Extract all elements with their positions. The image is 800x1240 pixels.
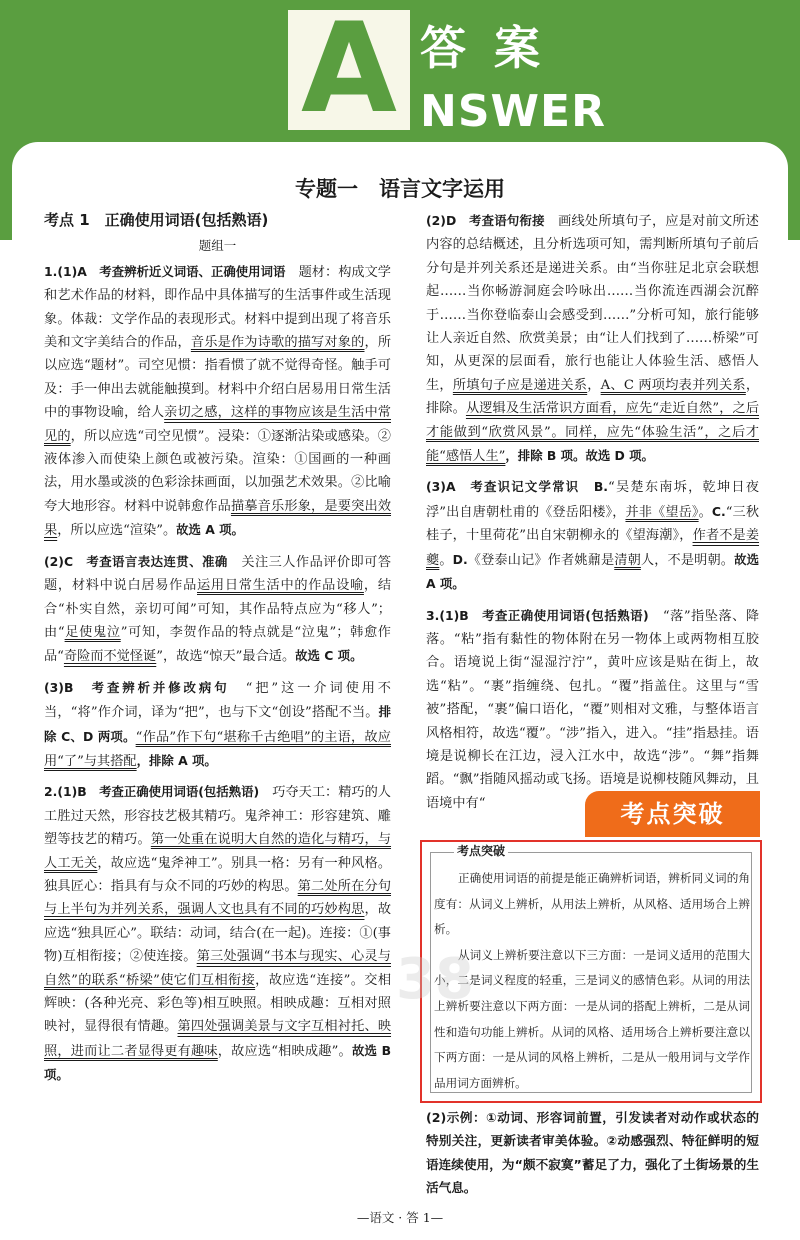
- answer-head: 2.(1)B 考查正确使用词语(包括熟语): [44, 784, 260, 800]
- answer-text: ，排除。: [426, 377, 760, 417]
- answer-text: ，所以应选“司空见惯”。浸染：①逐渐沾染或感染。②液体渗入而使染上颜色或被污染。渲染：①国画的一种画法，用水墨或淡的色彩涂抹画面，以加强艺术效果。②比喻夸大地形容。材料中说韩愈作品: [44, 428, 391, 514]
- answer-q2-1: [44, 780, 391, 1087]
- answer-conclusion: 故选 A 项。: [176, 522, 244, 538]
- answer-text: ，结合“朴实自然，亲切可闻”可知，其作品特点应为“移人”；由“: [44, 578, 392, 640]
- answer-conclusion: ，排除 A 项。: [136, 752, 217, 768]
- answer-conclusion: ，排除 B 项。故选 D 项。: [505, 448, 654, 464]
- answer-text: 《登泰山记》作者姚鼐是: [467, 552, 615, 568]
- answer-letter: A: [301, 0, 397, 141]
- underlined-text: 清朝: [614, 552, 641, 568]
- answer-head: (2)C 考查语言表达连贯、准确: [44, 553, 228, 569]
- answer-text: 巧夺天工：精巧的人工胜过天然，形容技艺极其精巧。鬼斧神工：形容建筑、雕塑等技艺的精巧。: [44, 785, 391, 848]
- answer-q2-2: [426, 209, 759, 468]
- underlined-text: 作者不是姜夔: [426, 528, 760, 568]
- right-column: [426, 209, 760, 811]
- answer-english-title: NSWER: [420, 86, 606, 137]
- answer-text: 关注三人作品评价即可答题，材料中说白居易作品: [44, 554, 392, 594]
- answer-text: [579, 480, 593, 495]
- answer-conclusion: 故选 A 项。: [426, 551, 760, 592]
- underlined-text: 并非《望岳》: [625, 504, 699, 520]
- answer-head: (3)B 考查辨析并修改病句: [44, 679, 230, 695]
- knowledge-paragraph-1: 正确使用词语的前提是能正确辨析词语，辨析同义词的角度有：从词义上辨析，从用法上辨析，从风格、适用场合上辨析。: [434, 871, 750, 937]
- answer-q1-1: [44, 260, 391, 543]
- answer-chinese-title: 答案: [420, 21, 568, 75]
- answer-text: ，故应选“连接”。交相辉映：(各种光亮、彩色等)相互映照。相映成趣：互相对照映衬，显得很有情趣。: [44, 972, 392, 1035]
- answer-text: “把”这一介词使用不当，“将”作介词，译为“把”，也与下文“创设”搭配不当。: [44, 680, 391, 721]
- answer-conclusion: 故选 C 项。: [295, 648, 363, 664]
- knowledge-box-label: 考点突破: [454, 842, 508, 860]
- kaodian-tupo-badge: 考点突破: [585, 791, 760, 837]
- option-letter: C.: [711, 503, 726, 519]
- page-footer: —语文 · 答 1—: [356, 1210, 444, 1225]
- answer-head: (2)D 考查语句衔接: [426, 213, 545, 228]
- answer-text: “吴楚东南坼，乾坤日夜浮”出自唐朝杜甫的《登岳阳楼》，: [426, 480, 759, 520]
- underlined-text: 第三处强调“书本与现实、心灵与自然”的联系“桥梁”使它们互相衔接: [44, 949, 391, 988]
- answer-text: “落”指坠落、降落。“粘”指有黏性的物体附在另一物体上或两物相互胶合。语境说上街“湿湿泞泞”，黄叶应该是贴在街上，故选“粘”。“裹”指缠绕、包扎。“覆”指盖住。这里与“雪被”搭配，“裹”偏口语化，“覆”则相对文雅，与整体语言风格相符，故选“覆”。“涉”指入，进入。“挂”指悬挂。语境是说柳长在江边，浸入江水中，故选“涉”。“舞”指舞蹈。“飘”指随风摇动或飞扬。语境是说柳枝随风舞动，且语境中有“: [426, 608, 760, 811]
- answer-text: ，故应选“鬼斧神工”。别具一格：另有一种风格。独具匠心：指具有与众不同的巧妙的构思。: [44, 855, 392, 894]
- answer-text: 画线处所填句子，应是对前文所述内容的总结概述，且分析选项可知，需判断所填句子前后分句是并列关系还是递进关系。由“当你驻足北京会联想起……当你畅游洞庭会吟咏出……当你流连西湖会沉醉于……当你登临泰山会感受到……”分析可知，旅行能够让人亲近自然、欣赏美景；由“让人们找到了……桥梁”可知，从更深的层面看，旅行也能让人体验生活、感悟人生，: [426, 214, 759, 393]
- answer-text: 。: [439, 552, 453, 568]
- page-title: 专题一 语言文字运用: [295, 176, 505, 201]
- underlined-text: “作品”作下句“堪称千古绝唱”的主语，故应用“了”与其搭配: [44, 729, 391, 769]
- answer-letter-box: [288, 0, 410, 141]
- answer-text: 。: [698, 504, 712, 520]
- watermark-logo: 38: [396, 947, 474, 1012]
- answer-q1-2: [44, 550, 391, 669]
- underlined-text: 奇险而不觉怪诞: [63, 649, 157, 665]
- answer-q3-1: [426, 604, 760, 811]
- answer-head: (3)A 考查识记文学常识: [426, 479, 580, 495]
- underlined-text: A、C 两项均表并列关系: [600, 377, 746, 393]
- underlined-text: 第四处强调美景与文字互相衬托、映照，进而让二者显得更有趣味: [44, 1019, 392, 1059]
- answer-conclusion: 故选 B 项。: [44, 1042, 392, 1083]
- answer-text: ，所以应选“渲染”。: [57, 523, 177, 539]
- underlined-text: 足使鬼泣: [64, 624, 121, 640]
- answer-head: 1.(1)A 考查辨析近义词语、正确使用词语: [44, 263, 286, 279]
- answer-text: 题材：构成文学和艺术作品的材料，即作品中具体描写的生活事件或生活现象。体裁：文学作品的表现形式。材料中提到出现了将音乐美和文字美结合的作品，: [44, 264, 391, 351]
- underlined-text: 第一处重在说明大自然的造化与精巧，与人工无关: [44, 832, 392, 871]
- answer-text: ，: [587, 377, 601, 393]
- answer-text: ，所以应选“题材”。司空见惯：指看惯了就不觉得奇怪。触手可及：手一伸出去就能触摸到。材料中介绍白居易用日常生活中的事物设喻，给人: [44, 335, 392, 421]
- underlined-text: 音乐是作为诗歌的描写对象的: [190, 335, 365, 351]
- answer-q1-3: [44, 676, 391, 774]
- answer-q2-3: [426, 475, 759, 596]
- answer-q3-2: (2)示例：①动词、形容词前置，引发读者对动作或状态的特别关注，更新读者审美体验。②动感强烈、特征鲜明的短语连续使用，为“颇不寂寞”蓄足了力，强化了土街场景的生活气息。: [426, 1110, 759, 1196]
- answer-text: ”，故选“惊天”最合适。: [156, 649, 296, 665]
- answer-conclusion: 排除 C、D 两项。: [44, 704, 391, 744]
- option-letter: D.: [452, 551, 468, 567]
- kaodian-heading: 考点 1 正确使用词语(包括熟语): [44, 211, 269, 229]
- underlined-text: 描摹音乐形象，是要突出效果: [44, 498, 392, 539]
- answer-text: ，故应选“独具匠心”。联结：动词，结合(在一起)。连接：①(事物)互相衔接；②使连接。: [44, 902, 392, 965]
- underlined-text: 亲切之感，这样的事物应该是生活中常见的: [44, 405, 391, 444]
- underlined-text: 所填句子应是递进关系: [452, 377, 588, 393]
- answer-text: 人，不是明朝。: [640, 552, 735, 568]
- answer-text: ，故应选“相映成趣”。: [217, 1043, 352, 1059]
- answer-text: “三秋桂子，十里荷花”出自宋朝柳永的《望海潮》，: [426, 504, 760, 544]
- option-letter: B.: [593, 479, 609, 495]
- underlined-text: 第二处所在分句与上半句为并列关系，强调人文也具有不同的巧妙构思: [44, 878, 392, 918]
- answer-text: ”可知，李贺作品的特点就是“泣鬼”；韩愈作品“: [44, 624, 391, 665]
- knowledge-paragraph-2: 从词义上辨析要注意以下三方面：一是词义适用的范围大小，二是词义程度的轻重，三是词义的感情色彩。从词的用法上辨析要注意以下两方面：一是从词的搭配上辨析，二是从词性和造句功能上辨析。从词的风格、适用场合上辨析要注意以下两方面：一是从词的风格上辨析，二是从一般用词与文学作品用词方面辨析。: [434, 947, 750, 1090]
- underlined-text: 运用日常生活中的作品设喻: [197, 578, 364, 594]
- answer-head: 3.(1)B 考查正确使用词语(包括熟语): [426, 607, 649, 623]
- underlined-text: 从逻辑及生活常识方面看，应先“走近自然”，之后才能做到“欣赏风景”。同样，应先“体验生活”，之后才能“感悟人生”: [426, 401, 760, 465]
- group-heading: 题组一: [198, 238, 237, 254]
